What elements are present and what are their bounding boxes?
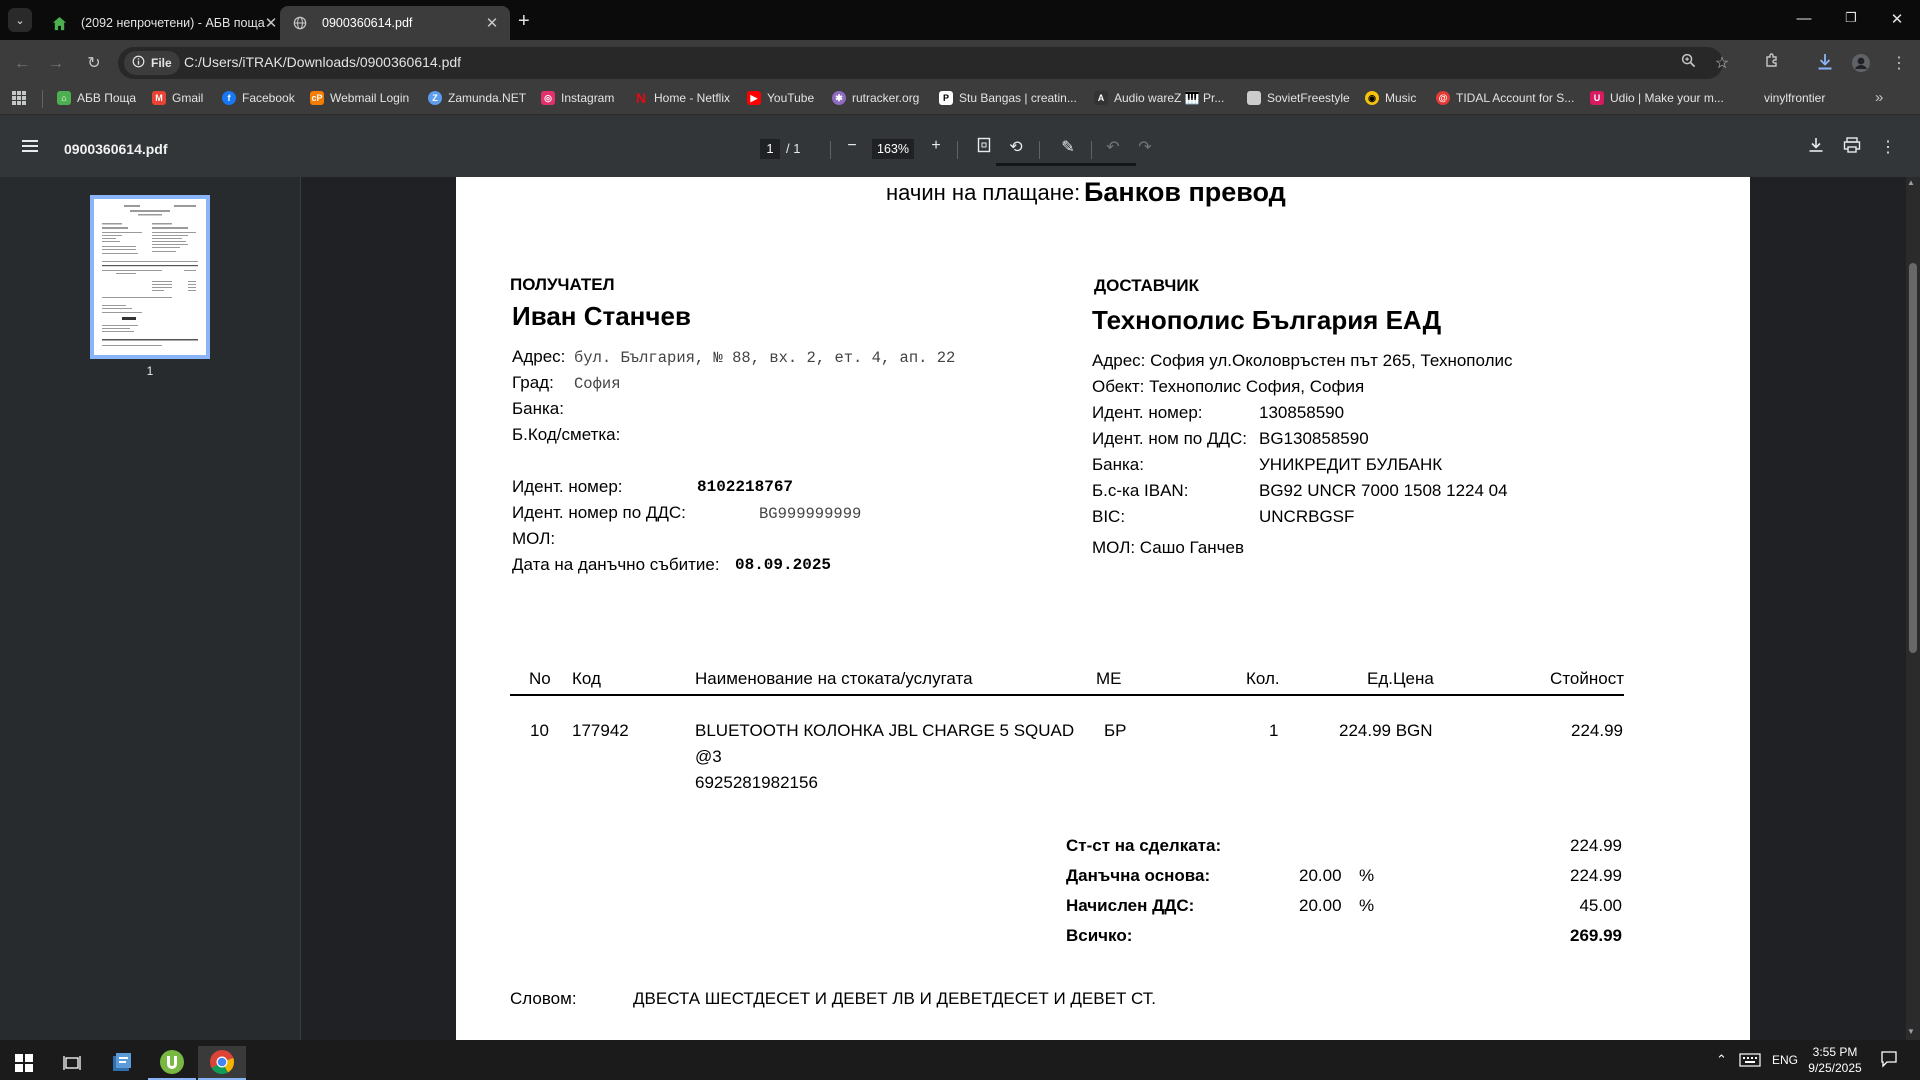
clock[interactable] [1800,1044,1870,1076]
vat-pct: % [1359,896,1375,915]
supplier-iban-label: Б.с-ка IBAN: [1092,481,1189,500]
task-view-icon [63,1055,81,1071]
col-total: Стойност [1550,669,1624,688]
tray-chevron-icon[interactable]: ⌃ [1716,1052,1727,1067]
bookmark-tidal[interactable]: @ TIDAL Account for S... [1436,91,1574,105]
more-menu-icon[interactable]: ⋮ [1891,55,1907,72]
recipient-name: Иван Станчев [512,301,691,331]
recipient-vat-label: Идент. номер по ДДС: [512,503,686,522]
site-info-chip[interactable] [124,51,180,75]
supplier-object: Обект: Технополис София, София [1092,377,1365,396]
zoom-in-icon[interactable]: + [931,137,941,154]
close-tab-icon[interactable]: ✕ [485,15,499,32]
bookmark-abv[interactable]: ⌂ АБВ Поща [57,91,136,105]
table-header-rule [510,694,1624,696]
clock-date: 9/25/2025 [1808,1061,1862,1075]
annotate-icon[interactable]: ✎ [1061,139,1075,156]
profile-avatar[interactable] [1849,53,1873,78]
recipient-bank-label: Банка: [512,399,564,418]
tab-title: 0900360614.pdf [322,16,413,30]
stubangas-icon: P [939,91,953,105]
new-tab-button[interactable] [518,10,530,33]
supplier-bank-label: Банка: [1092,455,1144,474]
youtube-icon: ▶ [747,91,761,105]
back-button[interactable] [10,52,34,76]
chevron-down-icon: ⌄ [15,14,25,27]
base-rate: 20.00 [1299,866,1342,885]
taskbar-app-1[interactable] [98,1046,146,1080]
minimize-button[interactable] [1789,10,1819,27]
menu-icon[interactable] [22,139,40,158]
reload-icon: ↻ [87,55,101,72]
toolbar-divider [830,141,831,159]
bookmark-instagram[interactable]: ◎ Instagram [541,91,614,105]
supplier-mol: МОЛ: Сашо Ганчев [1092,538,1244,557]
download-icon[interactable] [1804,137,1828,158]
pdf-title: 0900360614.pdf [64,141,168,157]
toolbar-divider [957,141,958,159]
recipient-address-label: Адрес: [512,347,566,366]
supplier-iban: BG92 UNCR 7000 1508 1224 04 [1259,481,1508,500]
zoom-icon[interactable] [1676,53,1700,73]
facebook-icon: f [222,91,236,105]
recipient-vat: BG999999999 [759,505,862,523]
extensions-icon[interactable] [1760,53,1784,74]
bookmark-audiowarez[interactable]: A Audio wareZ 🎹 Pr... [1094,91,1224,105]
payment-value: Банков превод [1084,177,1286,207]
zamunda-icon: Z [428,91,442,105]
recipient-city-label: Град: [512,373,554,392]
language-indicator[interactable]: ENG [1772,1053,1799,1067]
thumbnail-label: 1 [146,364,154,378]
restore-icon: ❐ [1845,10,1857,25]
fit-page-icon[interactable] [972,137,996,158]
pdf-toolbar [0,115,1920,177]
deal-label: Ст-ст на сделката: [1066,836,1222,855]
keyboard-icon[interactable] [1739,1053,1761,1072]
supplier-bank: УНИКРЕДИТ БУЛБАНК [1259,455,1443,474]
supplier-vat: BG130858590 [1259,429,1369,448]
tidal-icon: @ [1436,91,1450,105]
col-price: Ед.Цена [1367,669,1434,688]
task-view-button[interactable] [48,1046,96,1080]
scroll-down-icon[interactable]: ▼ [1907,1027,1915,1036]
col-unit: МЕ [1096,669,1122,688]
recipient-heading: ПОЛУЧАТЕЛ [510,275,615,294]
restore-button[interactable] [1836,10,1866,26]
more-bookmarks-icon[interactable]: » [1875,89,1884,106]
minimize-icon: — [1796,10,1812,27]
total-value: 269.99 [1570,926,1622,945]
row-name-line1: BLUETOOTH КОЛОНКА JBL CHARGE 5 SQUAD [695,721,1075,740]
col-code: Код [572,669,601,688]
row-qty: 1 [1269,721,1279,740]
bookmark-netflix[interactable]: N Home - Netflix [635,90,731,106]
tab-pdf[interactable] [280,6,510,40]
taskbar-chrome[interactable] [198,1046,246,1080]
rotate-icon[interactable]: ⟲ [1009,139,1023,156]
recipient-account-label: Б.Код/сметка: [512,425,621,444]
udio-icon: U [1590,91,1604,105]
payment-label: начин на плащане: [886,180,1081,205]
clock-time: 3:55 PM [1812,1045,1858,1059]
supplier-address: Адрес: София ул.Околовръстен път 265, Технополис [1092,351,1513,370]
bookmark-vinylfrontier[interactable]: vinylfrontier [1764,91,1826,105]
recipient-city: София [574,375,621,393]
recipient-mol-label: МОЛ: [512,529,556,548]
scrollbar-thumb[interactable] [1909,263,1917,653]
supplier-name: Технополис България ЕАД [1092,305,1442,335]
plus-icon: + [518,10,530,32]
recipient-address: бул. България, № 88, вх. 2, ет. 4, ап. 22 [574,349,956,367]
close-tab-icon[interactable]: ✕ [264,15,278,32]
row-name-line2: @3 [695,747,722,766]
netflix-icon: N [635,90,647,106]
zoom-out-icon[interactable]: − [847,137,857,154]
vat-label: Начислен ДДС: [1066,896,1195,915]
total-label: Всичко: [1066,926,1133,945]
home-icon [52,15,67,31]
pdf-more-icon[interactable]: ⋮ [1880,139,1896,156]
recipient-id-label: Идент. номер: [512,477,623,496]
words-value: ДВЕСТА ШЕСТДЕСЕТ И ДЕВЕТ ЛВ И ДЕВЕТДЕСЕТ И ДЕВЕТ СТ. [633,989,1156,1008]
supplier-bic-label: BIC: [1092,507,1126,526]
base-pct: % [1359,866,1375,885]
row-no: 10 [530,721,549,740]
bookmark-gmail[interactable]: M Gmail [152,91,203,105]
zoom-input[interactable]: 163% [872,139,914,159]
toolbar-divider [1091,141,1092,159]
bookmark-sovietfreestyle[interactable]: SovietFreestyle [1247,91,1350,105]
apps-grid-icon[interactable] [11,90,27,111]
supplier-heading: ДОСТАВЧИК [1094,276,1199,295]
row-name-line3: 6925281982156 [695,773,818,792]
row-code: 177942 [572,721,629,740]
pdf-page [456,177,1750,1040]
notifications-icon[interactable] [1880,1050,1898,1073]
supplier-id: 130858590 [1259,403,1345,422]
file-label: File [151,56,172,70]
close-icon: ✕ [1890,11,1904,28]
webmail-icon: cP [311,93,323,103]
print-icon[interactable] [1840,137,1864,158]
utorrent-icon [159,1049,185,1075]
col-qty: Кол. [1246,669,1280,688]
vat-value: 45.00 [1579,896,1622,915]
taskbar-utorrent[interactable] [148,1046,196,1080]
row-total: 224.99 [1571,721,1623,740]
windows-icon [15,1054,33,1072]
supplier-id-label: Идент. номер: [1092,403,1203,422]
taskbar [0,1040,1920,1080]
arrow-right-icon: → [48,55,64,72]
url-text[interactable]: C:/Users/iTRAK/Downloads/0900360614.pdf [184,54,462,70]
words-label: Словом: [510,989,577,1008]
page-number-input[interactable]: 1 [760,139,780,159]
arrow-left-icon: ← [14,55,30,72]
deal-value: 224.99 [1570,836,1622,855]
audiowarez-icon: A [1094,91,1108,105]
tab-abv-mail[interactable] [40,6,278,40]
info-icon [132,55,145,71]
base-value: 224.99 [1570,866,1622,885]
forward-button[interactable] [44,52,68,76]
cut-off-text [996,163,1136,174]
globe-icon [292,15,308,31]
start-button[interactable] [0,1046,48,1080]
recipient-id: 8102218767 [697,478,794,496]
bookmark-rutracker[interactable]: ✱ rutracker.org [832,91,919,105]
sovietfreestyle-icon [1247,91,1261,105]
bookmark-music[interactable]: ◉ Music [1365,91,1416,105]
home-icon: ⌂ [57,91,71,105]
redo-icon[interactable]: ↷ [1138,139,1152,156]
row-price: 224.99 BGN [1339,721,1433,740]
tax-date-label: Дата на данъчно събитие: [512,555,720,574]
undo-icon[interactable]: ↶ [1106,139,1120,156]
bookmark-facebook[interactable]: f Facebook [222,91,295,105]
app-icon [110,1051,134,1075]
reload-button[interactable] [82,52,106,76]
bookmark-youtube[interactable]: ▶ YouTube [747,91,814,105]
col-name: Наименование на стоката/услугата [695,669,973,688]
downloads-icon[interactable] [1813,53,1837,76]
bookmark-zamunda[interactable]: Z Zamunda.NET [428,91,526,105]
vat-rate: 20.00 [1299,896,1342,915]
page-thumbnail[interactable] [90,195,210,359]
row-unit: БР [1104,721,1127,740]
rutracker-icon: ✱ [832,91,846,105]
scroll-up-icon[interactable]: ▲ [1907,178,1915,187]
toolbar-divider [1039,141,1040,159]
bookmark-stubangas[interactable]: P Stu Bangas | creatin... [939,91,1077,105]
bookmarks-divider [42,90,43,108]
gmail-icon: M [152,91,166,105]
tax-date: 08.09.2025 [735,556,832,574]
supplier-vat-label: Идент. ном по ДДС: [1092,429,1247,448]
thumbnail-preview [94,199,206,355]
bookmark-udio[interactable]: U Udio | Make your m... [1590,91,1724,105]
close-window-button[interactable] [1882,10,1912,28]
bookmark-star-icon[interactable]: ☆ [1714,55,1730,72]
supplier-bic: UNCRBGSF [1259,507,1355,526]
col-no: No [529,669,551,688]
tab-title: (2092 непрочетени) - АБВ поща [81,16,265,30]
page-total: / 1 [786,141,801,156]
instagram-icon: ◎ [541,91,555,105]
music-icon: ◉ [1365,91,1379,105]
tab-search-button[interactable] [8,8,32,32]
chrome-icon [209,1049,235,1075]
bookmark-webmail[interactable]: cP Webmail Login [311,91,410,105]
base-label: Данъчна основа: [1066,866,1211,885]
